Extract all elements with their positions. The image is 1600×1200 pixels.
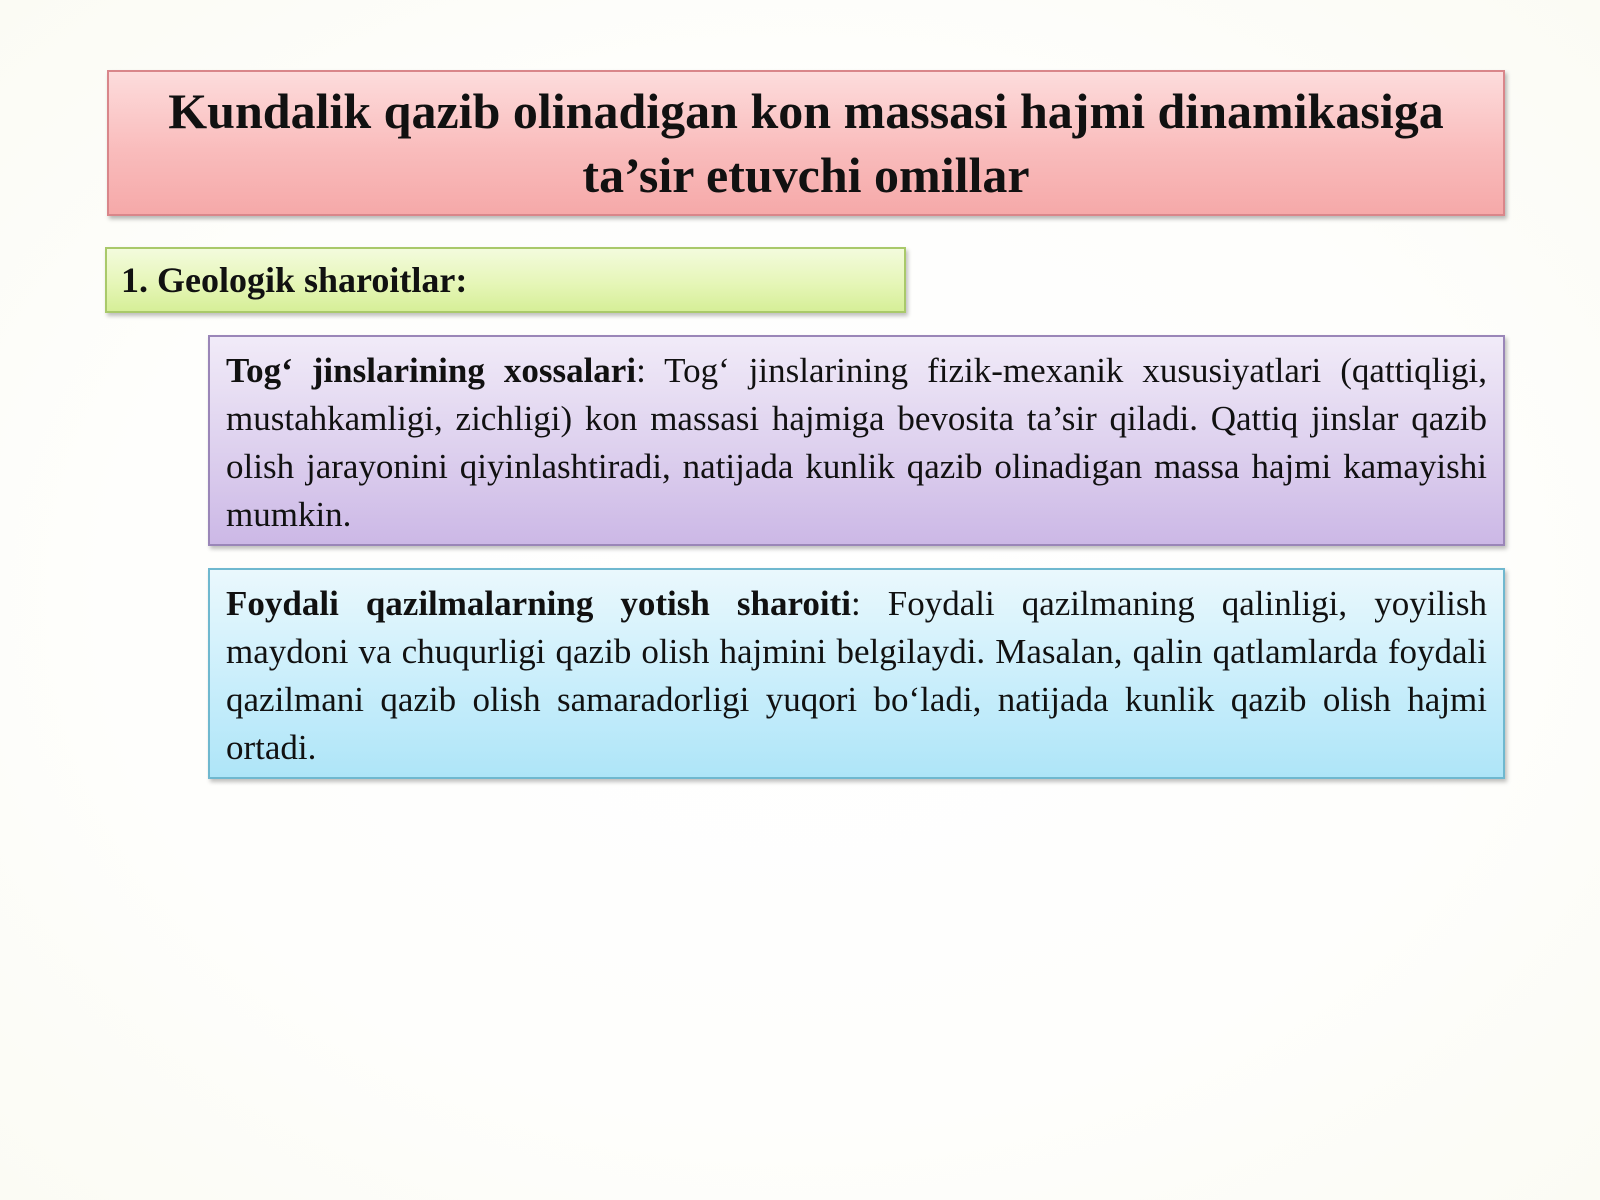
factor-card-rock-properties <box>208 335 1505 546</box>
section-heading: 1. Geologik sharoitlar: <box>121 260 468 300</box>
factor-term: Foydali qazilmalarning yotish sharoiti <box>226 584 851 623</box>
factor-separator: : <box>636 351 665 390</box>
title-box <box>107 70 1505 216</box>
slide-title: Kundalik qazib olinadigan kon massasi hajmi dinamikasiga ta’sir etuvchi omillar <box>168 83 1444 203</box>
factor-paragraph <box>226 580 1487 772</box>
factor-term: Tog‘ jinslarining xossalari <box>226 351 637 390</box>
factor-card-deposit-conditions <box>208 568 1505 779</box>
factor-paragraph <box>226 347 1487 539</box>
factor-description: Foydali qazilmaning qalinligi, yoyilish maydoni va chuqurligi qazib olish hajmini belgilaydi. Masalan, qalin qatlamlarda foydali qazilmani qazib olish samaradorligi yuqori bo‘ladi, natijada kunlik qazib olish hajmi ortadi. <box>226 584 1487 767</box>
factor-separator: : <box>850 584 888 623</box>
section-heading-box <box>105 247 906 313</box>
factor-description: Tog‘ jinslarining fizik-mexanik xususiyatlari (qattiqligi, mustahkamligi, zichligi) kon massasi hajmiga bevosita ta’sir qiladi. Qattiq jinslar qazib olish jarayonini qiyinlashtiradi, natijada kunlik qazib olinadigan massa hajmi kamayishi mumkin. <box>226 351 1488 534</box>
